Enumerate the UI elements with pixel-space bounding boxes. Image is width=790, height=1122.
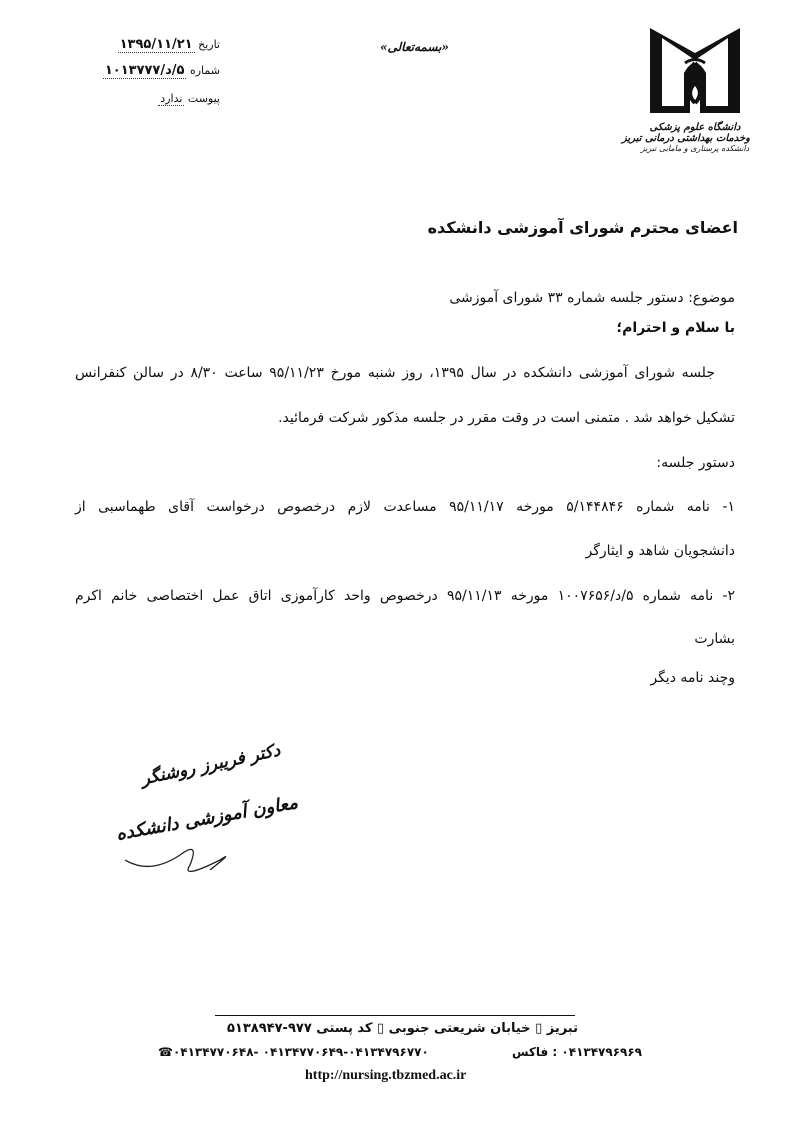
footer-phones: ☎۰۴۱۳۴۷۷۰۶۴۸- ۰۴۱۳۴۷۷۰۶۴۹-۰۴۱۳۴۷۹۶۷۷۰ bbox=[158, 1045, 429, 1059]
university-logo bbox=[621, 18, 750, 188]
number-field bbox=[60, 63, 220, 79]
number-value: ۵/د/۱۰۱۳۷۷۷ bbox=[104, 63, 185, 78]
attachment-value: ندارد bbox=[160, 92, 183, 105]
recipient-heading: اعضای محترم شورای آموزشی دانشکده bbox=[427, 218, 738, 237]
logo-text-line: وخدمات بهداشتی درمانی تبریز bbox=[621, 133, 750, 144]
invocation: «بسمه‌تعالی» bbox=[380, 40, 449, 54]
date-field bbox=[70, 37, 220, 53]
number-label: شماره bbox=[189, 64, 220, 77]
agenda-item-continuation: بشارت bbox=[694, 631, 735, 647]
agenda-label: دستور جلسه: bbox=[656, 455, 735, 471]
signature-title: معاون آموزشی دانشکده bbox=[114, 792, 300, 845]
greeting: با سلام و احترام؛ bbox=[616, 320, 735, 336]
footer-fax: ۰۴۱۳۴۷۹۶۹۶۹ : فاکس bbox=[511, 1045, 642, 1059]
signature-scribble-icon bbox=[120, 820, 240, 880]
logo-text-line: دانشکده پرستاری و مامایی تبریز bbox=[640, 144, 750, 153]
footer-divider bbox=[215, 1015, 575, 1016]
date-label: تاریخ bbox=[198, 38, 220, 51]
agenda-item: ۱- نامه شماره ۵/۱۴۴۸۴۶ مورخه ۹۵/۱۱/۱۷ مساعدت لازم درخصوص درخواست آقای طهماسبی از bbox=[75, 499, 735, 515]
logo-text-line: دانشگاه علوم پزشکی bbox=[649, 122, 741, 133]
agenda-item: ۲- نامه شماره ۵/د/۱۰۰۷۶۵۶ مورخه ۹۵/۱۱/۱۳ درخصوص واحد کارآموزی اتاق عمل اختصاصی خانم اکرم bbox=[75, 588, 735, 604]
attachment-label: پیوست bbox=[187, 92, 220, 105]
date-value: ۱۳۹۵/۱۱/۲۱ bbox=[119, 37, 193, 52]
subject-line: موضوع: دستور جلسه شماره ۳۳ شورای آموزشی bbox=[449, 290, 735, 306]
signature-name: دکتر فریبرز روشنگر bbox=[139, 740, 283, 790]
website-link[interactable]: http://nursing.tbzmed.ac.ir bbox=[305, 1068, 467, 1083]
agenda-item-continuation: دانشجویان شاهد و ایثارگر bbox=[585, 543, 735, 559]
closing-line: وچند نامه دیگر bbox=[650, 670, 735, 686]
logo-emblem-icon bbox=[640, 18, 750, 118]
body-line: جلسه شورای آموزشی دانشکده در سال ۱۳۹۵، روز شنبه مورخ ۹۵/۱۱/۲۳ ساعت ۸/۳۰ در سالن کنفرانس bbox=[75, 365, 715, 381]
attachment-field bbox=[70, 92, 220, 106]
body-line: تشکیل خواهد شد . متمنی است در وقت مقرر در جلسه مذکور شرکت فرمائید. bbox=[278, 410, 735, 426]
footer-address: تبریز ▯ خیابان شریعتی جنوبی ▯ کد پستی ۹۷۷-۵۱۳۸۹۴۷ bbox=[227, 1021, 578, 1036]
